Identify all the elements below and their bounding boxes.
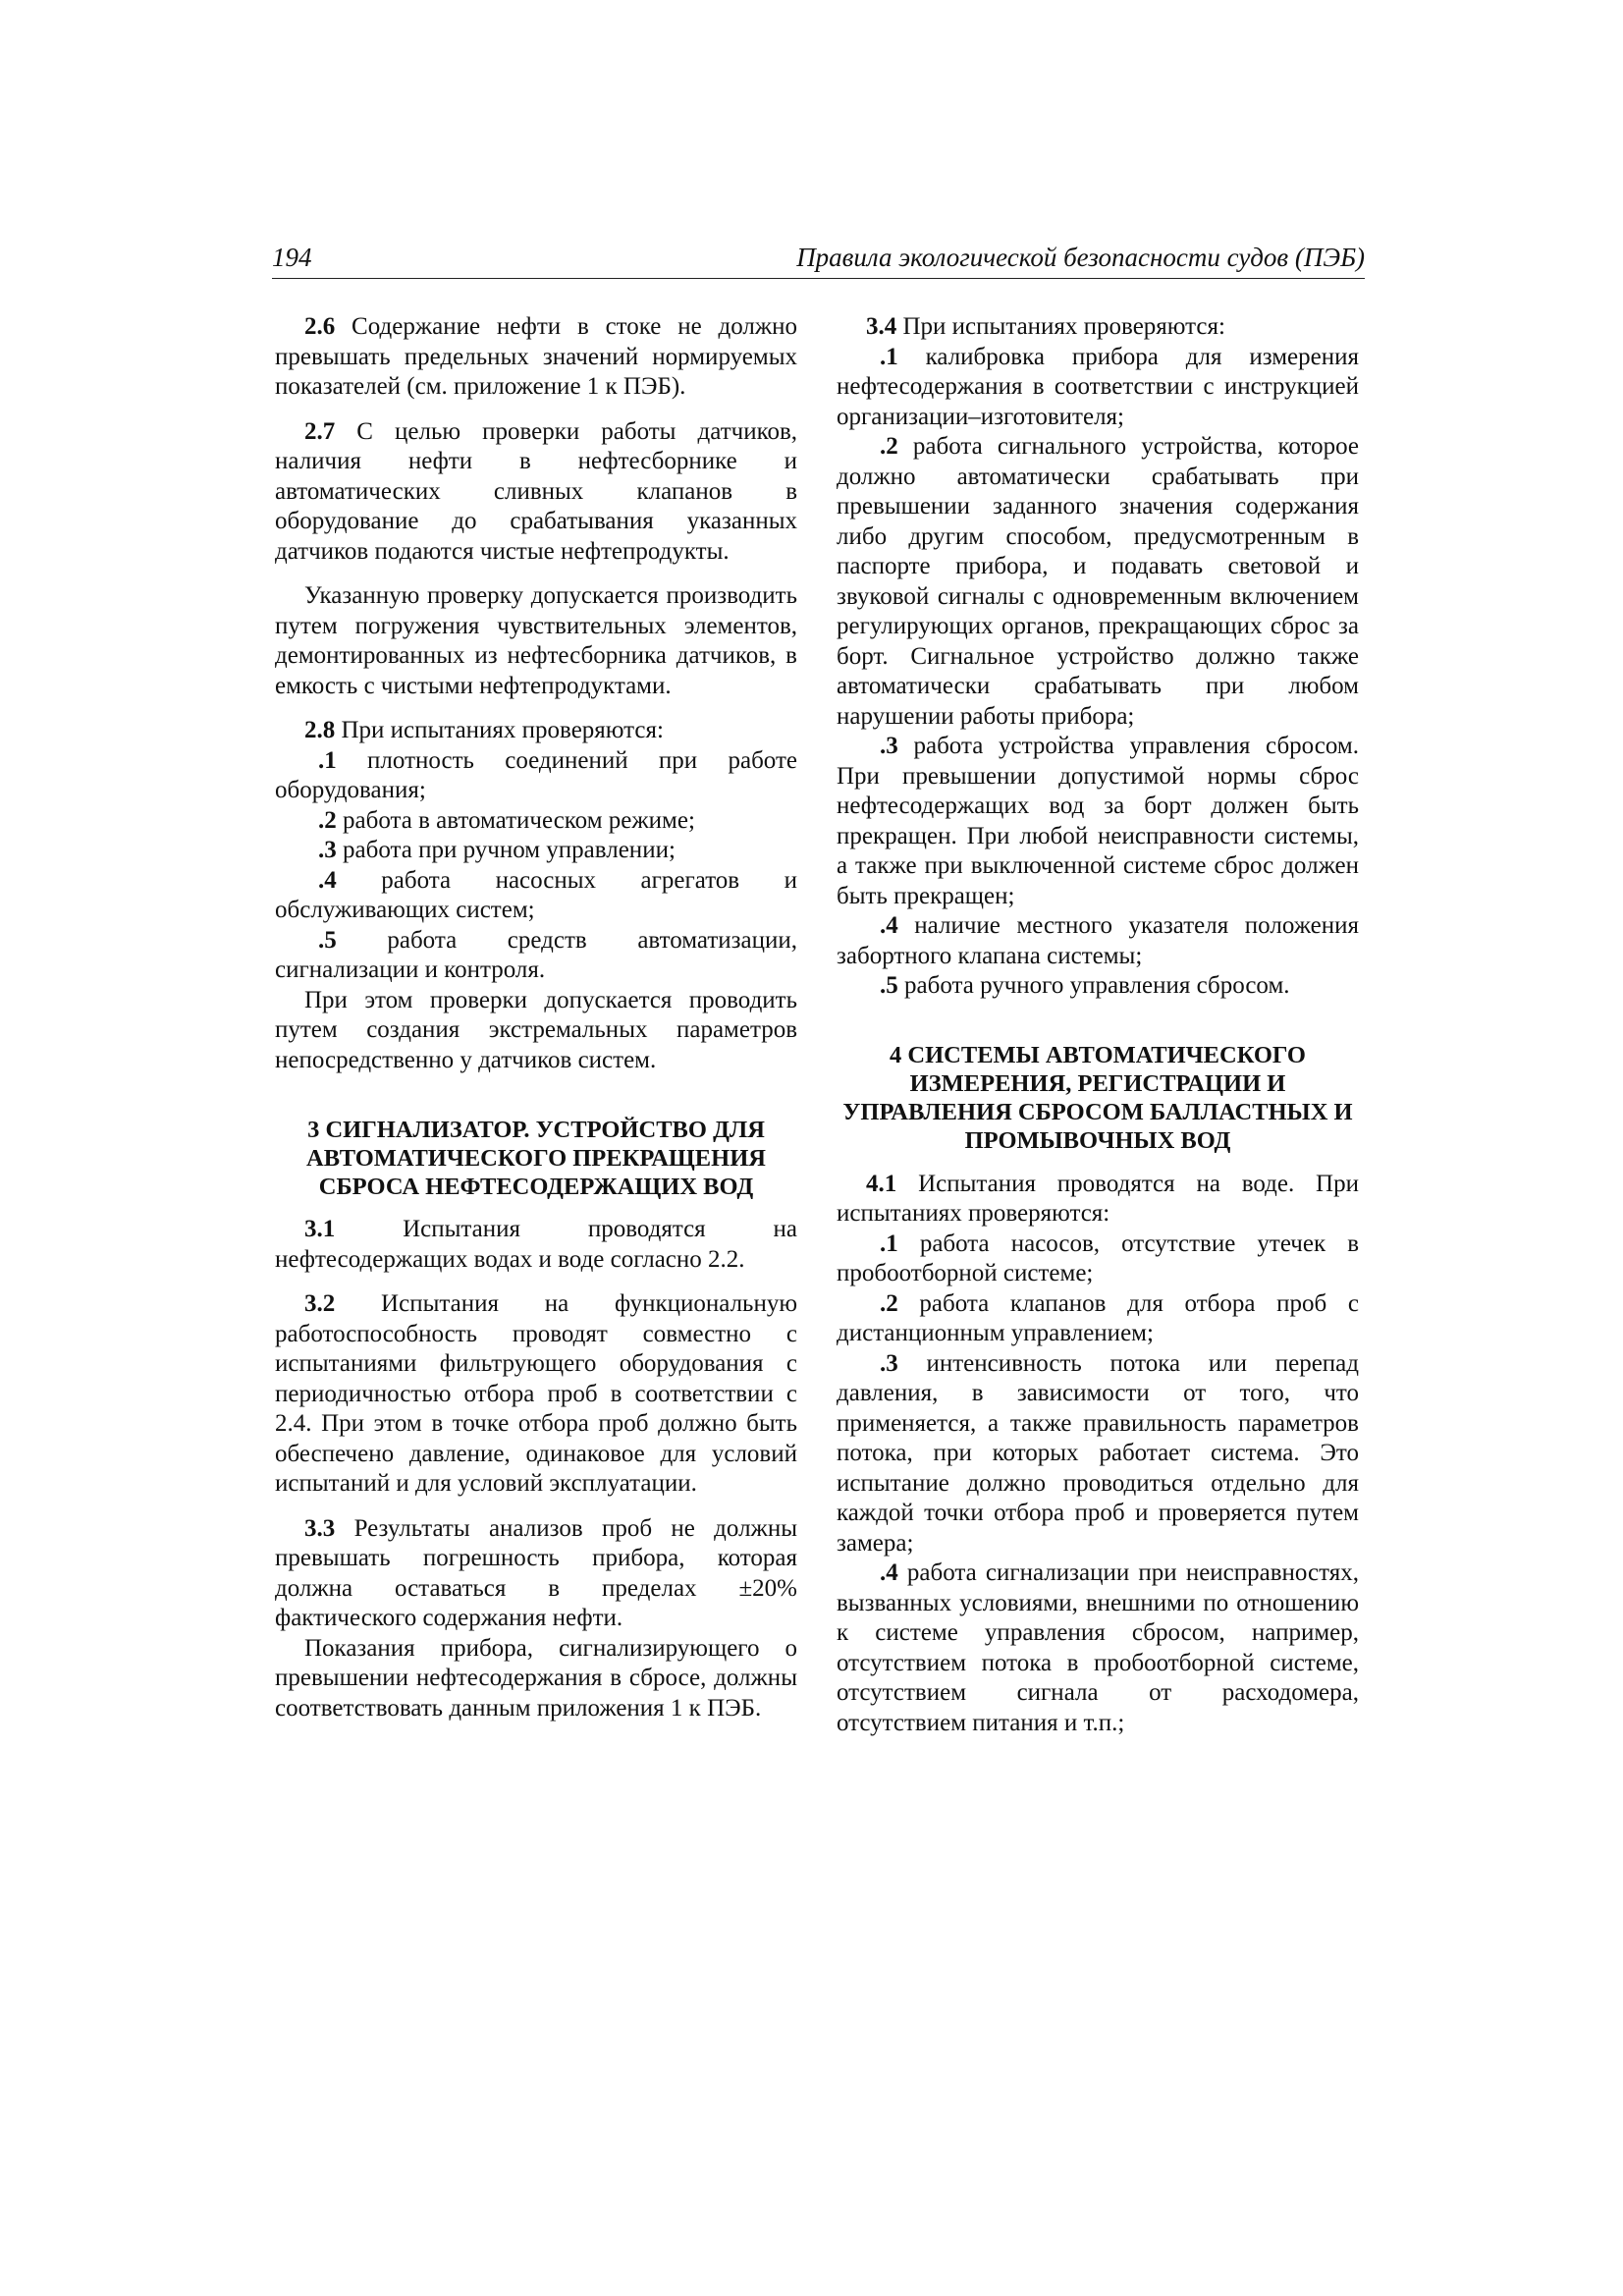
list-item-3-4-5: .5 работа ручного управления сбросом. — [880, 972, 1290, 999]
paragraph-2-6: 2.6 Содержание нефти в стоке не должно превышать предельных значений нормируемых показателей (см. приложение 1 к ПЭБ). — [275, 313, 797, 400]
list-item-4-1-2: .2 работа клапанов для отбора проб с дистанционным управлением; — [837, 1289, 1359, 1346]
list-item-3-4-4: .4 наличие местного указателя положения забортного клапана системы; — [837, 912, 1359, 969]
left-column — [275, 312, 797, 1723]
list-item-4-1-1: .1 работа насосов, отсутствие утечек в пробоотборной системе; — [837, 1230, 1359, 1286]
list-item-3-4-1: .1 калибровка прибора для измерения нефтесодержания в соответствии с инструкцией организации–изготовителя; — [837, 343, 1359, 430]
page-header — [272, 241, 1365, 279]
list-item-4-1-4: .4 работа сигнализации при неисправностях, вызванных условиями, внешними по отношению к системе управления сбросом, например, отсутствием потока в пробоотборной системе, отсутствием сигнала от расходомера, отсутствием питания и т.п.; — [837, 1559, 1359, 1736]
list-item-3-4-3: .3 работа устройства управления сбросом. При превышении допустимой нормы сброс нефтесодержащих вод за борт должен быть прекращен. При любой неисправности системы, а также при выключенной системе сброс должен быть прекращен; — [837, 733, 1359, 909]
paragraph-3-2: 3.2 Испытания на функциональную работоспособность проводят совместно с испытаниями фильтрующего оборудования с периодичностью отбора проб в соответствии с 2.4. При этом в точке отбора проб должно быть обеспечено давление, одинаковое для условий испытаний и для условий эксплуатации. — [275, 1290, 797, 1497]
paragraph-2-8: 2.8 При испытаниях проверяются: — [304, 717, 664, 743]
list-item-4-1-3: .3 интенсивность потока или перепад давления, в зависимости от того, что применяется, а также правильность параметров потока, при которых работает система. Это испытание должно проводиться отдельно для каждой точки отбора проб и проверяется путем замера; — [837, 1349, 1359, 1557]
paragraph-check-note: Указанную проверку допускается производить путем погружения чувствительных элементов, демонтированных из нефтесборника датчиков, в емкость с чистыми нефтепродуктами. — [275, 582, 797, 699]
list-item-2-8-2: .2 работа в автоматическом режиме; — [318, 806, 695, 834]
paragraph-2-7: 2.7 С целью проверки работы датчиков, наличия нефти в нефтесборнике и автоматических сливных клапанов в оборудование до срабатывания указанных датчиков подаются чистые нефтепродукты. — [275, 417, 797, 565]
paragraph-4-1: 4.1 Испытания проводятся на воде. При испытаниях проверяются: — [837, 1170, 1359, 1227]
list-item-2-8-3: .3 работа при ручном управлении; — [318, 837, 676, 863]
section-title-4: 4 СИСТЕМЫ АВТОМАТИЧЕСКОГО ИЗМЕРЕНИЯ, РЕГИСТРАЦИИ И УПРАВЛЕНИЯ СБРОСОМ БАЛЛАСТНЫХ И ПРОМЫВОЧНЫХ ВОД — [842, 1041, 1353, 1154]
paragraph-extreme-params: При этом проверки допускается проводить путем создания экстремальных параметров непосредственно у датчиков систем. — [275, 986, 797, 1073]
right-column — [837, 312, 1359, 1738]
paragraph-3-1: 3.1 Испытания проводятся на нефтесодержащих водах и воде согласно 2.2. — [275, 1216, 797, 1273]
section-title-3: 3 СИГНАЛИЗАТОР. УСТРОЙСТВО ДЛЯ АВТОМАТИЧЕСКОГО ПРЕКРАЩЕНИЯ СБРОСА НЕФТЕСОДЕРЖАЩИХ ВОД — [306, 1117, 766, 1200]
page-number: 194 — [272, 243, 312, 272]
paragraph-3-4: 3.4 При испытаниях проверяются: — [866, 313, 1225, 340]
list-item-2-8-4: .4 работа насосных агрегатов и обслуживающих систем; — [275, 866, 797, 923]
list-item-2-8-5: .5 работа средств автоматизации, сигнализации и контроля. — [275, 926, 797, 983]
list-item-3-4-2: .2 работа сигнального устройства, которое должно автоматически срабатывать при превышении заданного значения содержания либо другим способом, предусмотренным в паспорте прибора, и подавать световой и звуковой сигналы с одновременным включением регулирующих органов, прекращающих сброс за борт. Сигнальное устройство должно также автоматически срабатывать при любом нарушении работы прибора; — [837, 433, 1359, 730]
list-item-2-8-1: .1 плотность соединений при работе оборудования; — [275, 746, 797, 803]
paragraph-indication: Показания прибора, сигнализирующего о превышении нефтесодержания в сбросе, должны соответствовать данным приложения 1 к ПЭБ. — [275, 1634, 797, 1722]
running-title: Правила экологической безопасности судов (ПЭБ) — [796, 243, 1365, 272]
paragraph-3-3: 3.3 Результаты анализов проб не должны превышать погрешность прибора, которая должна оставаться в пределах ±20% фактического содержания нефти. — [275, 1514, 797, 1631]
